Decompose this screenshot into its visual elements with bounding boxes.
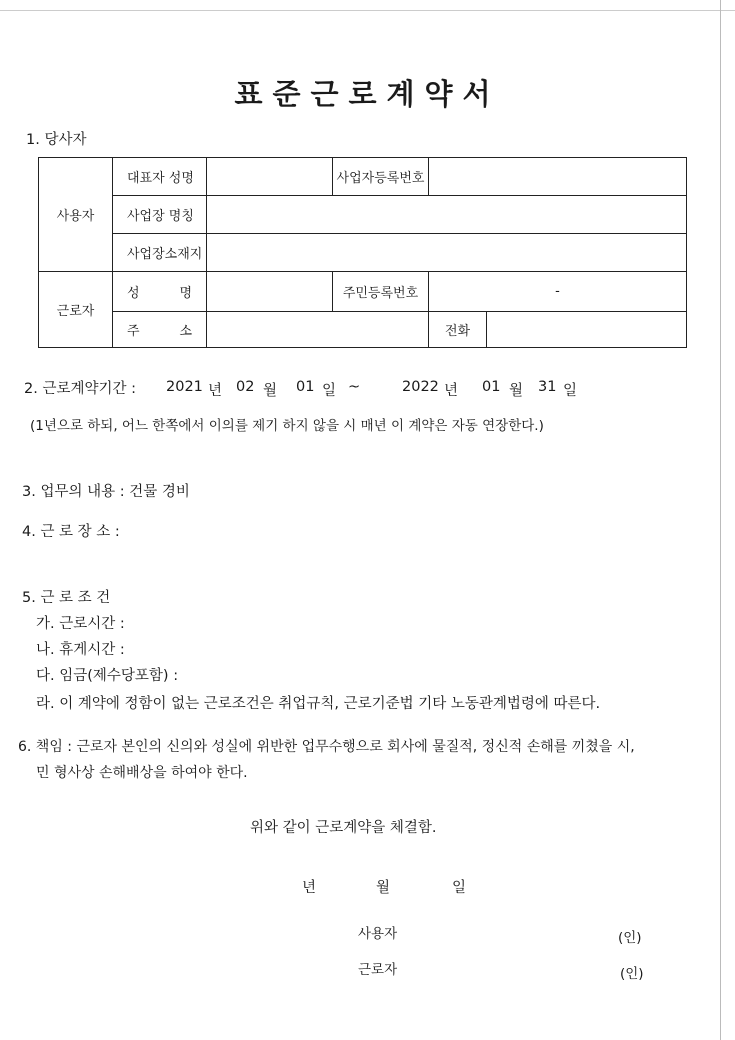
name-label-b: 명 [179,286,192,301]
page-right-edge [720,0,721,1040]
date-year: 년 [302,880,317,896]
resident-no-label: 주민등록번호 [333,272,429,312]
worker-address-field[interactable] [207,312,429,348]
address-label [113,312,207,348]
worker-signature-label: 근로자 [358,962,398,978]
name-label [113,272,207,312]
period-tilde: ~ [348,379,361,395]
worker-label: 근로자 [39,272,113,348]
closing-statement: 위와 같이 근로계약을 체결함. [250,820,437,836]
start-month: 02 [236,379,255,395]
break-time: 나. 휴게시간 : [36,642,125,658]
workplace-addr-label: 사업장소재지 [113,234,207,272]
employer-signature-label: 사용자 [358,926,398,942]
rep-name-field[interactable] [207,158,333,196]
section1-heading: 1. 당사자 [26,132,87,148]
contract-period-heading: 2. 근로계약기간 : [24,381,136,397]
rep-name-label: 대표자 성명 [113,158,207,196]
start-day: 01 [296,379,315,395]
biz-reg-label: 사업자등록번호 [333,158,429,196]
name-label-a: 성 [127,286,140,301]
start-year: 2021 [166,379,203,395]
biz-reg-field[interactable] [429,158,687,196]
start-day-unit: 일 [322,383,337,399]
other-conditions: 라. 이 계약에 정함이 없는 근로조건은 취업규칙, 근로기준법 기타 노동관계법령에 따른다. [36,696,601,712]
end-month: 01 [482,379,501,395]
page-top-edge [0,10,735,11]
end-month-unit: 월 [509,383,524,399]
end-year-unit: 년 [444,383,459,399]
phone-label: 전화 [429,312,487,348]
employer-seal[interactable]: (인) [618,930,642,946]
workplace-name-field[interactable] [207,196,687,234]
work-conditions-heading: 5. 근 로 조 건 [22,590,111,606]
worker-seal[interactable]: (인) [620,966,644,982]
party-table [38,157,687,348]
end-day: 31 [538,379,557,395]
address-label-a: 주 [127,324,140,339]
work-location: 4. 근 로 장 소 : [22,524,120,540]
employer-label: 사용자 [39,158,113,272]
contract-period-note: (1년으로 하되, 어느 한쪽에서 이의를 제기 하지 않을 시 매년 이 계약은 자동 연장한다.) [30,418,544,434]
job-description: 3. 업무의 내용 : 건물 경비 [22,484,190,500]
worker-name-field[interactable] [207,272,333,312]
date-day: 일 [452,880,467,896]
address-label-b: 소 [179,324,192,339]
workplace-name-label: 사업장 명칭 [113,196,207,234]
liability-line2: 민 형사상 손해배상을 하여야 한다. [36,765,248,781]
date-month: 월 [376,880,391,896]
start-month-unit: 월 [263,383,278,399]
document-title: 표준근로계약서 [234,77,501,111]
wage: 다. 임금(제수당포함) : [36,668,179,684]
liability-line1: 6. 책임 : 근로자 본인의 신의와 성실에 위반한 업무수행으로 회사에 물질적, 정신적 손해를 끼쳤을 시, [18,739,635,755]
resident-no-field[interactable]: - [429,272,687,312]
start-year-unit: 년 [208,383,223,399]
workplace-addr-field[interactable] [207,234,687,272]
end-year: 2022 [402,379,439,395]
working-hours: 가. 근로시간 : [36,616,125,632]
phone-field[interactable] [487,312,687,348]
end-day-unit: 일 [563,383,578,399]
